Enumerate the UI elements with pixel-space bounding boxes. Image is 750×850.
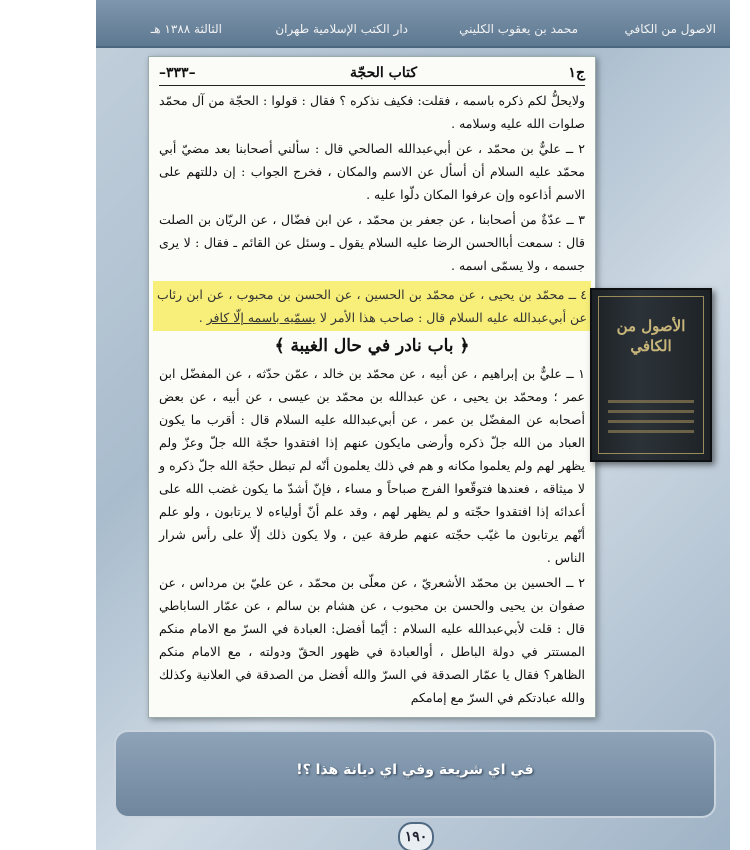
- paragraph-3: ٣ ــ عدّةٌ من أصحابنا ، عن جعفر بن محمّد ، عن ابن فضّال ، عن الريّان بن الصلت قال : سمعت أباالحسن الرضا عليه السلام يقول ـ وسئل عن القائم ـ فقال : لا يرى جسمه ، ولا يسمّى اسمه .: [159, 212, 585, 273]
- paragraph-1: ولايحلُّ لكم ذكره باسمه ، فقلت: فكيف نذكره ؟ فقال : قولوا : الحجّة من آل محمّد صلوات الله عليه وسلامه .: [159, 93, 585, 131]
- paragraph-6: ٢ ــ الحسين بن محمّد الأشعريّ ، عن معلّى بن محمّد ، عن عليّ بن مرداس ، عن صفوان بن يحيى والحسن بن محبوب ، عن هشام بن سالم ، عن عمّار الساباطي قال : قلت لأبي‌عبدالله عليه السلام : أيّما أفضل: العبادة في السرّ مع الامام منكم المستتر في دولة الباطل ، أوالعبادة في ظهور الحقّ ودولته ، مع الامام منكم الظاهر؟ فقال يا عمّار الصدقة في السرّ والله أفضل من الصدقة في العلانية وكذلك والله عبادتكم في السرّ مع إمامكم: [159, 575, 585, 705]
- chapter-title: ﴿ باب نادر في حال الغيبة ﴾: [274, 336, 470, 356]
- header-book-title: الاصول من الكافي: [624, 22, 716, 36]
- header-bar: [96, 0, 730, 48]
- header-edition: الثالثة ١٣٨٨ هـ: [150, 22, 222, 36]
- highlighted-paragraph: [153, 281, 591, 331]
- page-header-number: –٣٣٣–: [159, 65, 196, 81]
- highlight-text-start: ٤ ــ محمّد بن يحيى ، عن محمّد بن الحسين ، عن الحسن بن محبوب ، عن ابن رئاب عن أبي‌عبدالله عليه السلام قال : صاحب هذا الأمر لا: [157, 287, 587, 325]
- book-cover-ornament: [608, 400, 694, 440]
- page-body: [159, 89, 585, 711]
- scanned-page: [148, 56, 596, 718]
- highlight-text-end: .: [198, 310, 207, 325]
- footer-page-number: ١٩٠: [398, 822, 434, 850]
- paragraph-2: ٢ ــ عليٌّ بن محمّد ، عن أبي‌عبدالله الصالحي قال : سألني أصحابنا بعد مضيّ أبي محمّد عليه السلام أن أسأل عن الاسم والمكان ، فخرج الجواب : إن دللتهم على الاسم أذاعوه وإن عرفوا المكان دلّوا عليه .: [159, 141, 585, 202]
- header-publisher: دار الكتب الإسلامية طهران: [275, 22, 408, 36]
- page-heading: [159, 65, 585, 86]
- paragraph-5: ١ ــ عليٌّ بن إبراهيم ، عن أبيه ، عن محمّد بن خالد ، عمّن حدّثه ، عن المفضّل ابن عمر ؛ ومحمّد بن يحيى ، عن عبدالله بن محمّد بن عيسى ، عن أبيه ، عن بعض أصحابه عن المفضّل بن عمر ، عن أبي‌عبدالله عليه السلام قال : أقرب ما يكون العباد من الله جلّ ذكره وأرضى مايكون عنهم إذا افتقدوا حجّة الله جلّ وعزّ ولم يظهر لهم ولم يعلموا مكانه و هم في ذلك يعلمون أنّه لم تبطل حجّة الله جلّ ذكره و لا ميثاقه ، فعندها فتوقّعوا الفرج صباحاً و مساء ، فإنّ أشدّ ما يكون غضب الله على أعدائه إذا افتقدوا حجّته و لم يظهر لهم ، وقد علم أنّ أولياءه لا يرتابون ، ولو علم أنّهم يرتابون ما غيّب حجّته عنهم طرفة عين ، ولا يكون ذلك إلّا على رأس شرار الناس .: [159, 366, 585, 565]
- banner-text: في اي شريعة وفي اي ديانة هذا ؟!: [296, 762, 534, 778]
- section-title: كتاب الحجّة: [350, 65, 417, 81]
- book-cover-image: [590, 288, 712, 462]
- underlined-phrase: يسمّيه باسمه إلّا كافر: [206, 310, 316, 325]
- header-author: محمد بن يعقوب الكليني: [459, 22, 578, 36]
- volume-label: ج١: [568, 65, 585, 81]
- book-cover-title: الأصول من الكافي: [616, 317, 686, 355]
- caption-banner: [114, 730, 716, 818]
- page-frame: [96, 0, 730, 850]
